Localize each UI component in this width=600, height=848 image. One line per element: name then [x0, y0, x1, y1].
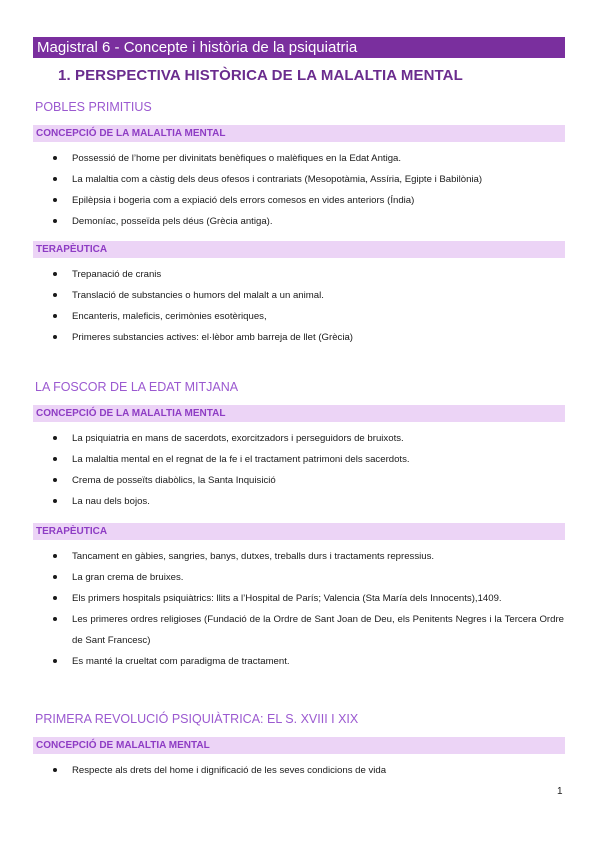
subsection-band-concepcio: CONCEPCIÓ DE LA MALALTIA MENTAL	[33, 125, 565, 142]
section-heading-edat-mitjana: LA FOSCOR DE LA EDAT MITJANA	[35, 380, 239, 394]
subsection-band-concepcio: CONCEPCIÓ DE LA MALALTIA MENTAL	[33, 405, 565, 422]
list-item: La malaltia com a càstig dels deus ofesos i contrariats (Mesopotàmia, Assíria, Egipte i Babilònia)	[0, 169, 600, 190]
list-item: Respecte als drets del home i dignificació de les seves condicions de vida	[0, 760, 600, 781]
bullet-list-concepcio	[0, 428, 600, 512]
list-item: Demoníac, posseïda pels déus (Grècia antiga).	[0, 211, 600, 232]
list-item: Translació de substancies o humors del malalt a un animal.	[0, 285, 600, 306]
list-item: Tancament en gàbies, sangries, banys, dutxes, treballs durs i tractaments repressius.	[0, 546, 600, 567]
section-heading-pobles-primitius: POBLES PRIMITIUS	[35, 100, 152, 114]
subsection-band-terapeutica: TERAPÈUTICA	[33, 523, 565, 540]
main-heading: 1. PERSPECTIVA HISTÒRICA DE LA MALALTIA MENTAL	[58, 67, 463, 84]
bullet-list-terapeutica	[0, 264, 600, 348]
list-item: Els primers hospitals psiquiàtrics: llits a l’Hospital de París; Valencia (Sta María dels Innocents),1409.	[0, 588, 600, 609]
document-title-bar: Magistral 6 - Concepte i història de la psiquiatria	[33, 37, 565, 58]
bullet-list-concepcio	[0, 760, 600, 781]
list-item: La gran crema de bruixes.	[0, 567, 600, 588]
list-item: Epilèpsia i bogeria com a expiació dels errors comesos en vides anteriors (Índia)	[0, 190, 600, 211]
list-item: Encanteris, maleficis, cerimònies esotèriques,	[0, 306, 600, 327]
list-item: Primeres substancies actives: el·lèbor amb barreja de llet (Grècia)	[0, 327, 600, 348]
list-item: Possessió de l’home per divinitats benèfiques o malèfiques en la Edat Antiga.	[0, 148, 600, 169]
subsection-band-concepcio: CONCEPCIÓ DE MALALTIA MENTAL	[33, 737, 565, 754]
list-item: Crema de posseïts diabòlics, la Santa Inquisició	[0, 470, 600, 491]
list-item: La psiquiatria en mans de sacerdots, exorcitzadors i perseguidors de bruixots.	[0, 428, 600, 449]
list-item: Trepanació de cranis	[0, 264, 600, 285]
list-item: La malaltia mental en el regnat de la fe i el tractament patrimoni dels sacerdots.	[0, 449, 600, 470]
bullet-list-concepcio	[0, 148, 600, 232]
list-item: Es manté la crueltat com paradigma de tractament.	[0, 651, 600, 672]
bullet-list-terapeutica	[0, 546, 600, 672]
list-item: La nau dels bojos.	[0, 491, 600, 512]
list-item: Les primeres ordres religioses (Fundació de la Ordre de Sant Joan de Deu, els Penitents Negres i la Tercera Ordre de Sant Francesc)	[0, 609, 600, 651]
section-heading-primera-revolucio: PRIMERA REVOLUCIÓ PSIQUIÀTRICA: EL S. XVIII I XIX	[35, 712, 359, 726]
subsection-band-terapeutica: TERAPÈUTICA	[33, 241, 565, 258]
page-number: 1	[557, 786, 563, 797]
